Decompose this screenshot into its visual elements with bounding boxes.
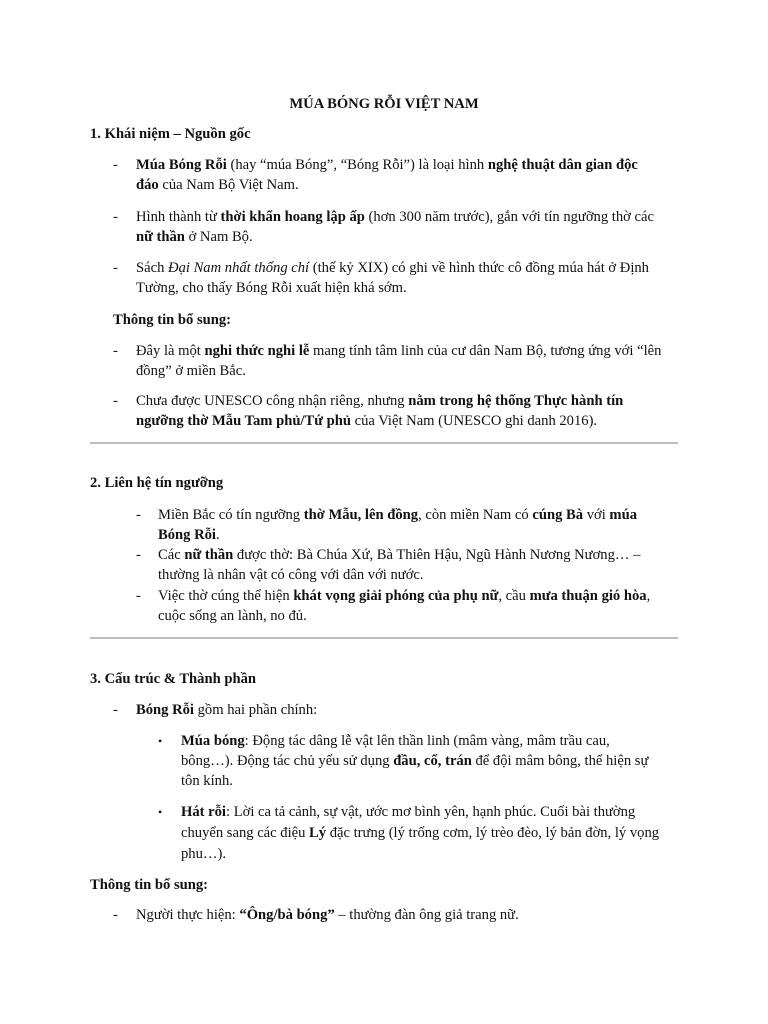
list-item-line <box>158 586 650 607</box>
dash-marker: - <box>136 588 141 604</box>
bold-text: nữ thần <box>136 229 185 245</box>
text: để đội mâm bông, thể hiện sự <box>471 753 649 769</box>
list-item-line <box>181 731 610 752</box>
list-item-line <box>136 905 519 926</box>
extra-info-heading: Thông tin bổ sung: <box>113 312 232 328</box>
bold-text: ngưỡng thờ Mẫu Tam phủ/Tứ phủ <box>136 413 351 429</box>
text: ở Nam Bộ. <box>184 229 253 245</box>
dash-marker: - <box>113 393 118 409</box>
text: : Động tác dâng lễ vật lên thần linh (mâm vàng, mâm trầu cau, <box>244 733 610 749</box>
bold-text: “Ông/bà bóng” <box>239 907 335 923</box>
list-item-line: đồng” ở miền Bắc. <box>136 363 246 379</box>
list-item-line <box>136 411 597 432</box>
dash-marker: - <box>136 507 141 523</box>
section-divider <box>90 442 678 444</box>
extra-info-heading: Thông tin bổ sung: <box>90 877 209 893</box>
bold-text: Múa bóng <box>181 733 245 749</box>
dash-marker: - <box>113 157 118 173</box>
bold-text: múa <box>609 507 637 523</box>
text: , còn miền Nam có <box>418 507 533 523</box>
section-1-heading: 1. Khái niệm – Nguồn gốc <box>90 126 251 142</box>
text: Các <box>158 547 185 563</box>
bullet-marker: • <box>158 805 163 819</box>
bold-text: mưa thuận gió hòa <box>529 588 647 604</box>
text: Việc thờ cúng thể hiện <box>158 588 294 604</box>
dash-marker: - <box>113 260 118 276</box>
text: Người thực hiện: <box>136 907 240 923</box>
list-item-line <box>136 700 317 721</box>
dash-marker: - <box>113 209 118 225</box>
text: . <box>215 527 220 543</box>
list-item-line <box>136 207 654 228</box>
dash-marker: - <box>113 702 118 718</box>
list-item-line <box>136 341 661 362</box>
text: chuyển sang các điệu <box>181 825 310 841</box>
bold-text: đầu, cổ, trán <box>393 753 472 769</box>
text: , <box>646 588 651 604</box>
list-item-line: thường là nhân vật có công với dân với nước. <box>158 567 424 583</box>
bold-text: Bóng Rỗi <box>158 527 216 543</box>
text: (hơn 300 năm trước), gắn với tín ngưỡng thờ các <box>364 209 654 225</box>
text: Hình thành từ <box>136 209 221 225</box>
list-item-line <box>158 505 637 526</box>
text: của Nam Bộ Việt Nam. <box>158 177 299 193</box>
bold-text: thời khẩn hoang lập ấp <box>220 209 365 225</box>
italic-text: Đại Nam nhất thống chí <box>168 260 310 276</box>
bold-text: nữ thần <box>184 547 234 563</box>
bold-text: Lý <box>309 825 327 841</box>
text: , cầu <box>498 588 530 604</box>
bold-text: khát vọng giải phóng của phụ nữ <box>293 588 499 604</box>
list-item-line <box>136 258 649 279</box>
text: : Lời ca tả cảnh, sự vật, ước mơ bình yên, hạnh phúc. Cuối bài thường <box>226 804 636 820</box>
text: được thờ: Bà Chúa Xứ, Bà Thiên Hậu, Ngũ Hành Nương Nương… – <box>233 547 641 563</box>
dash-marker: - <box>113 907 118 923</box>
text: (hay “múa Bóng”, “Bóng Rỗi”) là loại hình <box>226 157 488 173</box>
section-3-heading: 3. Cấu trúc & Thành phần <box>90 671 256 687</box>
text: gồm hai phần chính: <box>193 702 318 718</box>
bold-text: nghi thức nghi lễ <box>204 343 310 359</box>
list-item-line: phu…). <box>181 846 226 862</box>
text: đặc trưng (lý trống cơm, lý trèo đèo, lý bản đờn, lý vọng <box>326 825 660 841</box>
list-item-line <box>158 525 220 546</box>
text: Sách <box>136 260 169 276</box>
section-2-heading: 2. Liên hệ tín ngưỡng <box>90 475 224 491</box>
text: Chưa được UNESCO công nhận riêng, nhưng <box>136 393 409 409</box>
text: – thường đàn ông giả trang nữ. <box>334 907 519 923</box>
document-title: MÚA BÓNG RỖI VIỆT NAM <box>289 96 479 112</box>
list-item-line <box>181 823 659 844</box>
text: của Việt Nam (UNESCO ghi danh 2016). <box>350 413 598 429</box>
bold-text: nằm trong hệ thống Thực hành tín <box>408 393 624 409</box>
list-item-line <box>136 391 623 412</box>
list-item-line <box>181 751 648 772</box>
text: Đây là một <box>136 343 205 359</box>
bold-text: Bóng Rỗi <box>136 702 194 718</box>
section-divider <box>90 637 678 639</box>
dash-marker: - <box>113 343 118 359</box>
list-item-line <box>136 175 299 196</box>
dash-marker: - <box>136 547 141 563</box>
list-item-line <box>158 545 640 566</box>
bold-text: cúng Bà <box>532 507 584 523</box>
text: Miền Bắc có tín ngưỡng <box>158 507 304 523</box>
text: (thế kỷ XIX) có ghi về hình thức cô đồng múa hát ở Định <box>309 260 649 276</box>
text: bông…). Động tác chủ yếu sử dụng <box>181 753 394 769</box>
text: mang tính tâm linh của cư dân Nam Bộ, tương ứng với “lên <box>309 343 662 359</box>
bold-text: Hát rỗi <box>181 804 226 820</box>
bold-text: đáo <box>136 177 159 193</box>
bold-text: thờ Mẫu, lên đồng <box>303 507 419 523</box>
text: với <box>583 507 610 523</box>
list-item-line: tôn kính. <box>181 773 233 789</box>
list-item-line: Tường, cho thấy Bóng Rỗi xuất hiện khá sớm. <box>136 280 407 296</box>
bold-text: nghệ thuật dân gian độc <box>487 157 638 173</box>
bullet-marker: • <box>158 734 163 748</box>
list-item-line <box>136 155 638 176</box>
bold-text: Múa Bóng Rỗi <box>136 157 227 173</box>
list-item-line <box>181 802 635 823</box>
list-item-line: cuộc sống an lành, no đủ. <box>158 608 307 624</box>
list-item-line <box>136 227 253 248</box>
